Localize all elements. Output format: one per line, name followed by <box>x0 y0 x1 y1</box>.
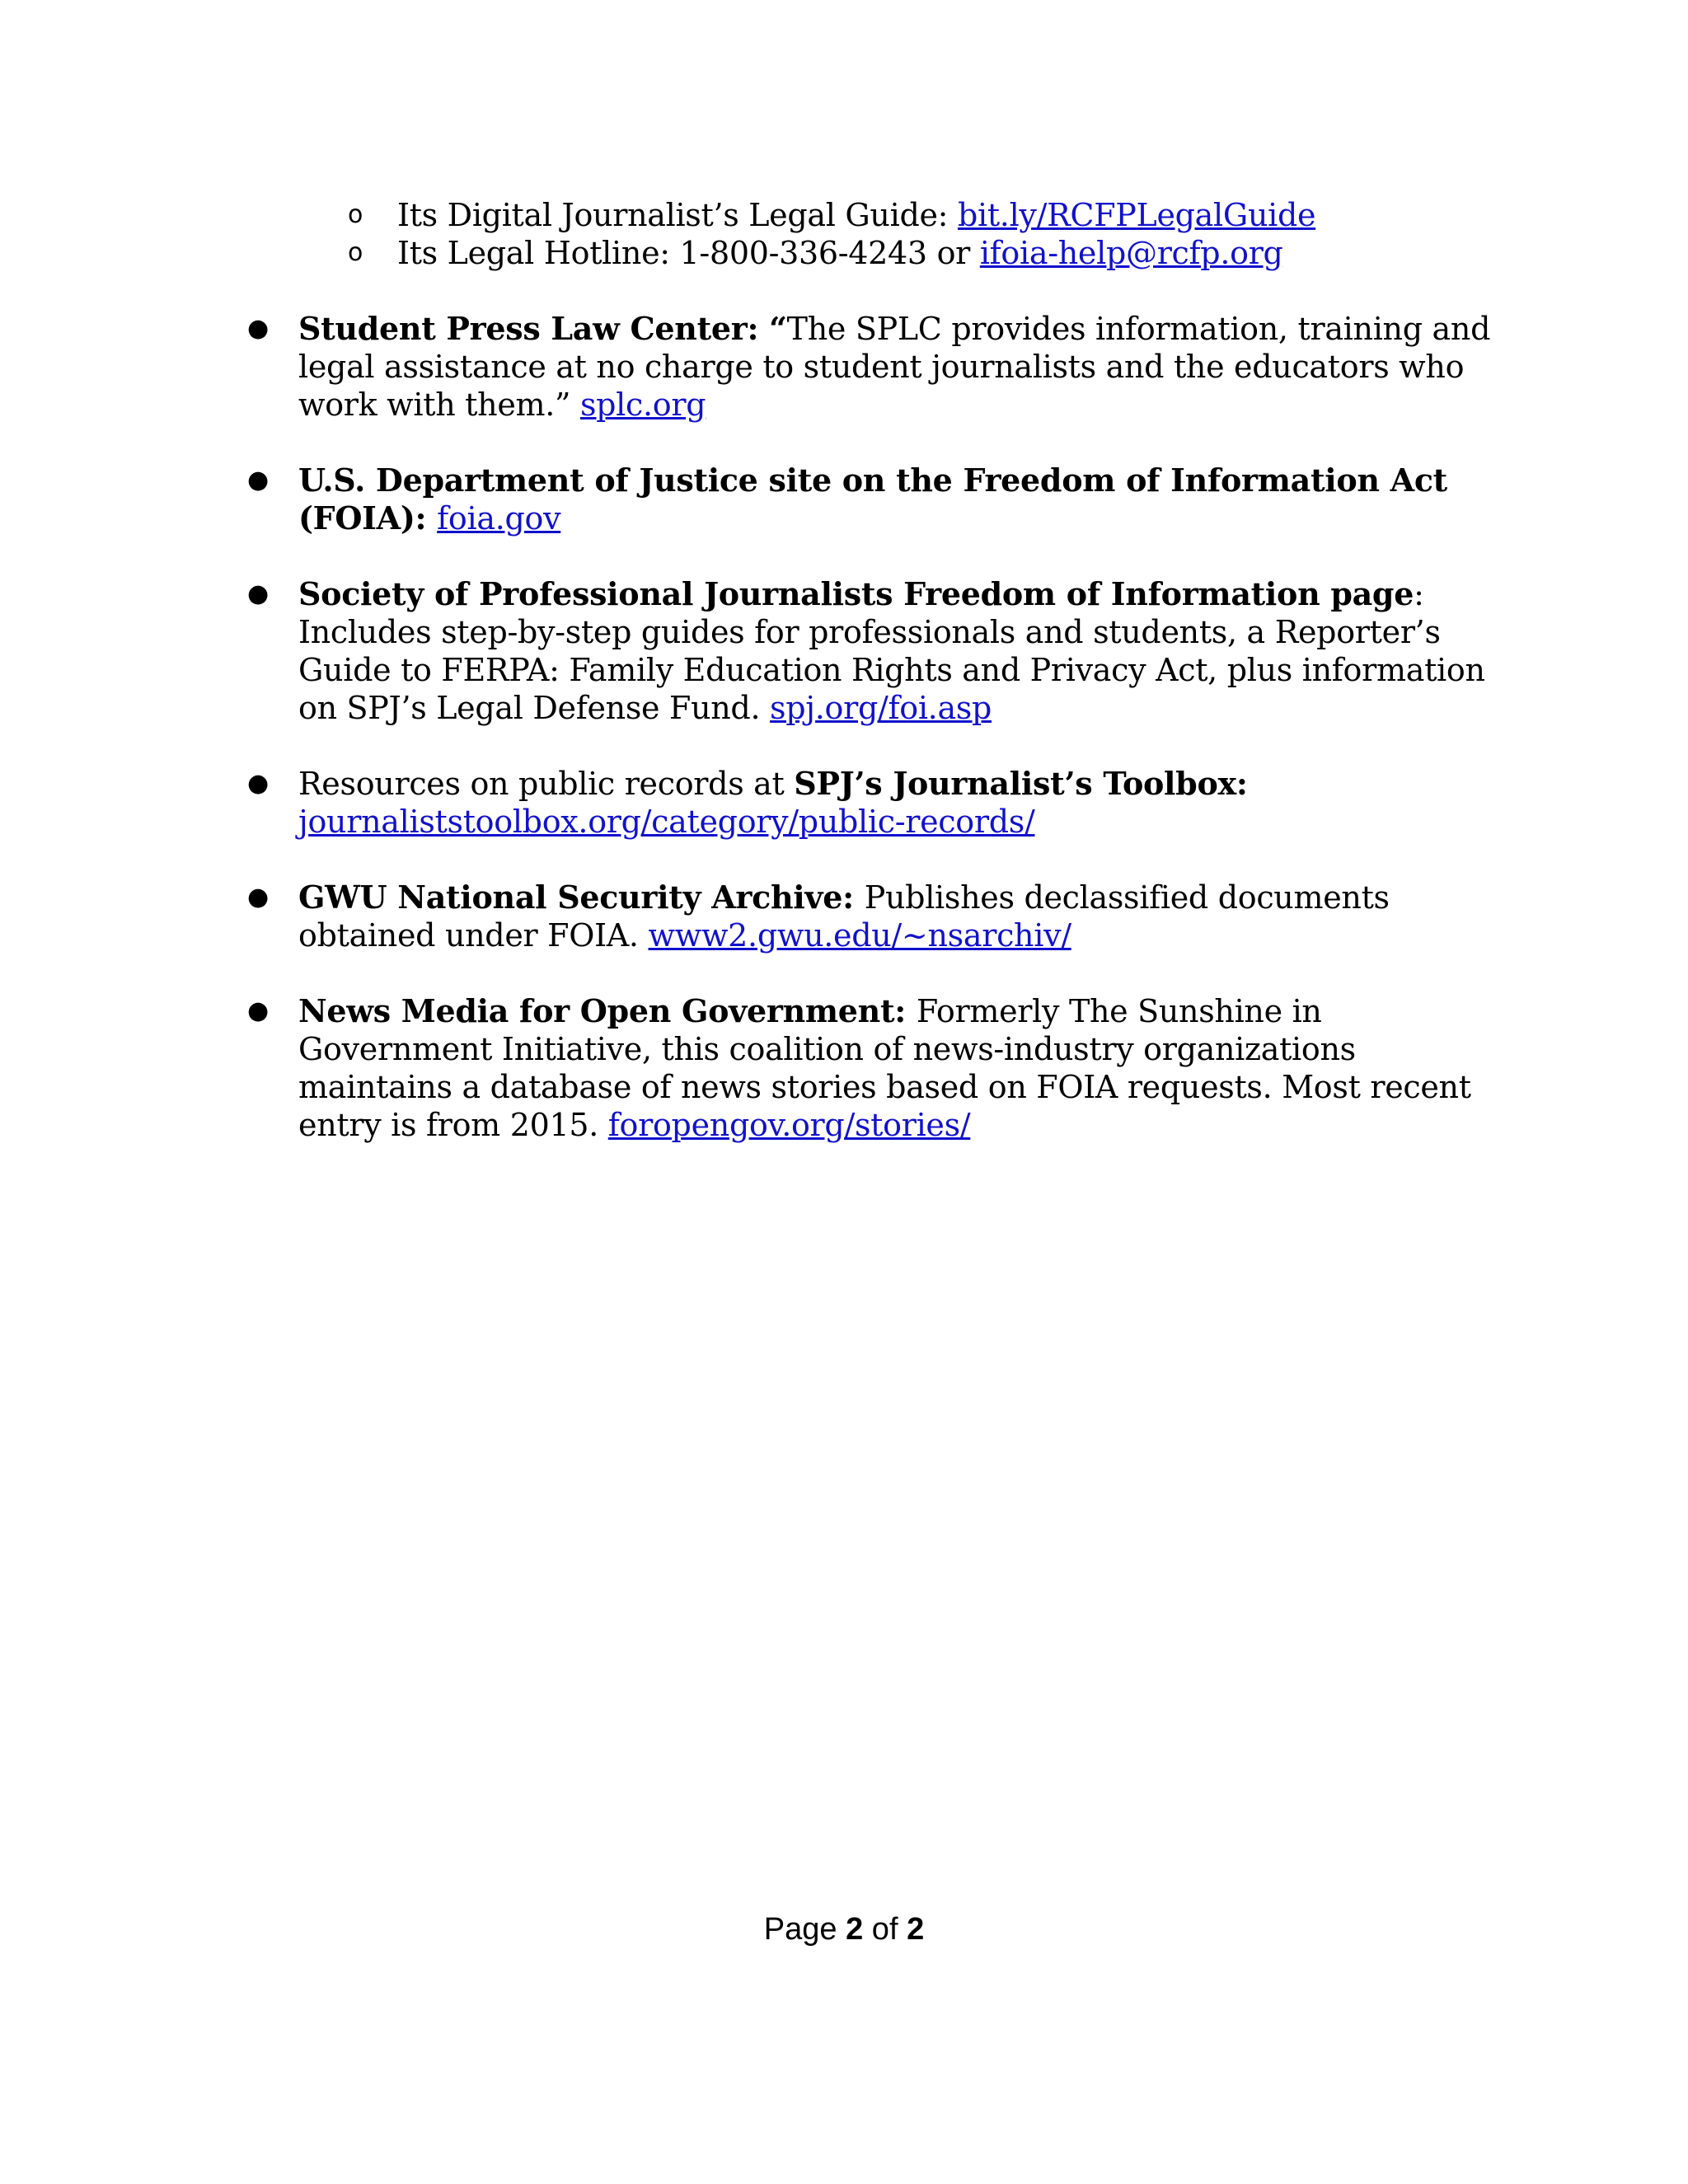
resource-description: Publishes declassified documents obtained under FOIA. <box>298 879 1390 954</box>
resource-description: Formerly The Sunshine in Government Initiative, this coalition of news-industry organizations maintains a database of news stories based on FOIA requests. Most recent entry is from 2015. <box>298 993 1471 1143</box>
hollow-bullet-icon: o <box>348 238 363 267</box>
sub-item-text: Its Legal Hotline: 1-800-336-4243 or <box>397 235 980 271</box>
page-of-label: of <box>863 1912 907 1947</box>
gwu-archive-link[interactable]: www2.gwu.edu/~nsarchiv/ <box>648 917 1071 954</box>
foia-gov-link[interactable]: foia.gov <box>437 500 561 537</box>
resource-list <box>247 310 1517 1144</box>
resource-item-news-media-open-gov <box>247 992 1517 1144</box>
bullet-icon: ● <box>247 314 269 343</box>
bullet-icon: ● <box>247 769 269 798</box>
document-body <box>247 196 1517 1182</box>
sub-list-item <box>247 196 1517 234</box>
total-pages-number: 2 <box>907 1912 925 1947</box>
sub-list-item <box>247 234 1517 272</box>
bullet-icon: ● <box>247 883 269 912</box>
current-page-number: 2 <box>846 1912 864 1947</box>
resource-title: Society of Professional Journalists Freedom of Information page <box>298 575 1414 612</box>
resource-title: GWU National Security Archive: <box>298 879 865 916</box>
resource-title: News Media for Open Government: <box>298 992 917 1029</box>
resource-item-gwu-archive <box>247 879 1517 954</box>
resource-title: SPJ’s Journalist’s Toolbox: <box>794 765 1248 802</box>
resource-item-spj-foi <box>247 575 1517 727</box>
bullet-icon: ● <box>247 466 269 494</box>
resource-title: Student Press Law Center: “ <box>298 310 787 347</box>
hollow-bullet-icon: o <box>348 200 363 229</box>
resource-title: U.S. Department of Justice site on the Freedom of Information Act (FOIA): <box>298 462 1447 537</box>
hotline-email-link[interactable]: ifoia-help@rcfp.org <box>979 235 1283 271</box>
page-footer <box>0 1910 1688 1948</box>
bullet-icon: ● <box>247 996 269 1025</box>
spj-foi-link[interactable]: spj.org/foi.asp <box>770 690 992 726</box>
resource-description: : Includes step-by-step guides for professionals and students, a Reporter’s Guide to FERPA: Family Education Rights and Privacy Act, plus information on SPJ’s Legal Defense Fund. <box>298 576 1485 726</box>
sub-item-text: Its Digital Journalist’s Legal Guide: <box>397 197 958 233</box>
resource-intro: Resources on public records at <box>298 766 795 802</box>
page-label: Page <box>763 1912 846 1947</box>
splc-link[interactable]: splc.org <box>579 387 706 423</box>
resource-description: The SPLC provides information, training and legal assistance at no charge to student journalists and the educators who work with them.” <box>298 311 1491 423</box>
foropengov-link[interactable]: foropengov.org/stories/ <box>607 1107 971 1143</box>
legal-guide-link[interactable]: bit.ly/RCFPLegalGuide <box>957 197 1316 233</box>
journalists-toolbox-link[interactable]: journaliststoolbox.org/category/public-records/ <box>298 804 1035 840</box>
rcfp-sub-list <box>247 196 1517 272</box>
resource-item-doj-foia <box>247 462 1517 537</box>
resource-item-spj-toolbox <box>247 765 1517 841</box>
bullet-icon: ● <box>247 579 269 608</box>
resource-item-splc <box>247 310 1517 424</box>
